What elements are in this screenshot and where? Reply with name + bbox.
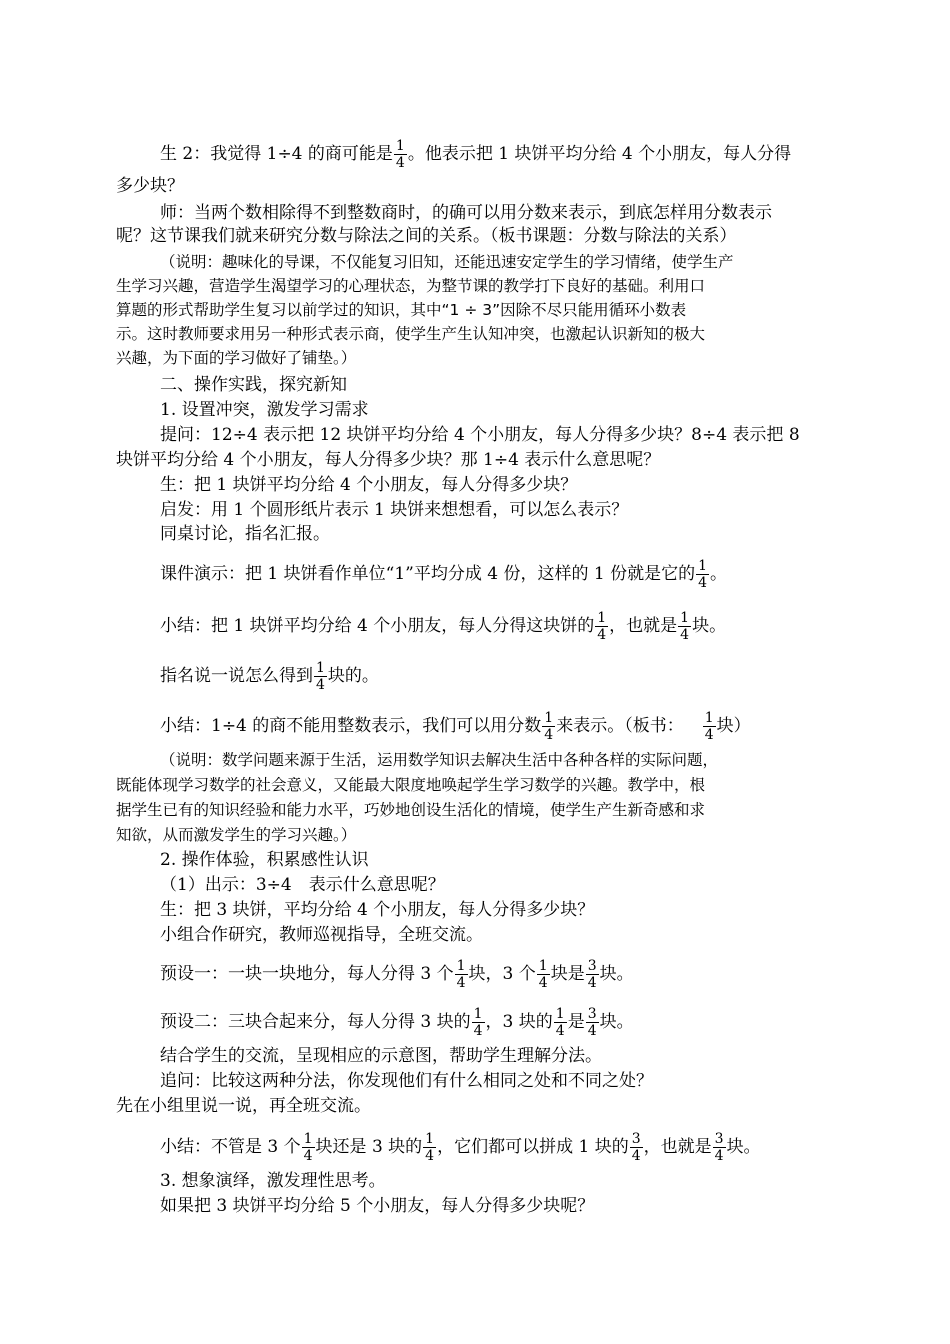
fraction-one-quarter: $\frac{1}{4}$ xyxy=(316,660,325,693)
fraction-three-quarters: $\frac{3}{4}$ xyxy=(587,1006,597,1039)
paragraph-line: 小结：不管是 3 个 $\frac{1}{4}$ 块还是 3 块的 $\frac{1}{4}$ ，它们都可以拼成 1 块的 $\frac{3}{4}$ ，也就是 $\frac{3}{4}$ 块。 xyxy=(160,1131,761,1164)
paragraph-line: 生 2：我觉得 1÷4 的商可能是 $\frac{1}{4}$ 。他表示把 1 块饼平均分给 4 个小朋友，每人分得 xyxy=(160,138,792,171)
subsection-heading: 2. 操作体验，积累感性认识 xyxy=(160,850,369,870)
paragraph-line: 小组合作研究，教师巡视指导，全班交流。 xyxy=(160,925,483,945)
fraction-one-quarter: $\frac{1}{4}$ xyxy=(395,138,405,171)
note-line: 算题的形式帮助学生复习以前学过的知识，其中“1 ÷ 3”因除不尽只能用循环小数表 xyxy=(116,301,687,319)
paragraph-line: 课件演示：把 1 块饼看作单位“1”平均分成 4 份，这样的 1 份就是它的 $\frac{1}{4}$ 。 xyxy=(160,558,727,591)
paragraph-line: （1）出示：3÷4 表示什么意思呢？ xyxy=(160,875,445,895)
subsection-heading: 1. 设置冲突，激发学习需求 xyxy=(160,400,369,420)
fraction-one-quarter: $\frac{1}{4}$ xyxy=(597,610,607,643)
note-line: 知欲，从而激发学生的学习兴趣。） xyxy=(116,826,357,844)
section-heading: 二、操作实践，探究新知 xyxy=(160,375,347,395)
fraction-one-quarter: $\frac{1}{4}$ xyxy=(303,1131,313,1164)
paragraph-line: 预设二：三块合起来分，每人分得 3 块的 $\frac{1}{4}$ ，3 块的 $\frac{1}{4}$ 是 $\frac{3}{4}$ 块。 xyxy=(160,1006,634,1039)
note-line: 据学生已有的知识经验和能力水平，巧妙地创设生活化的情境，使学生产生新奇感和求 xyxy=(116,801,706,819)
fraction-one-quarter: $\frac{1}{4}$ xyxy=(538,958,548,991)
paragraph-line: 生：把 3 块饼，平均分给 4 个小朋友，每人分得多少块？ xyxy=(160,900,595,920)
note-line: （说明：数学问题来源于生活，运用数学知识去解决生活中各种各样的实际问题， xyxy=(160,751,719,769)
fraction-one-quarter: $\frac{1}{4}$ xyxy=(544,710,554,743)
fraction-three-quarters: $\frac{3}{4}$ xyxy=(587,958,597,991)
note-line: 生学习兴趣，营造学生渴望学习的心理状态，为整节课的教学打下良好的基础。利用口 xyxy=(116,277,706,295)
paragraph-line: 同桌讨论，指名汇报。 xyxy=(160,524,330,544)
paragraph-line: 预设一：一块一块地分，每人分得 3 个 $\frac{1}{4}$ 块，3 个 $\frac{1}{4}$ 块是 $\frac{3}{4}$ 块。 xyxy=(160,958,634,991)
paragraph-line: 多少块？ xyxy=(116,176,184,196)
fraction-three-quarters: $\frac{3}{4}$ xyxy=(631,1131,641,1164)
paragraph-line: 如果把 3 块饼平均分给 5 个小朋友，每人分得多少块呢？ xyxy=(160,1196,595,1216)
note-line: 既能体现学习数学的社会意义，又能最大限度地唤起学生学习数学的兴趣。教学中，根 xyxy=(116,776,706,794)
paragraph-line: 呢？这节课我们就来研究分数与除法之间的关系。（板书课题：分数与除法的关系） xyxy=(116,226,737,246)
fraction-one-quarter: $\frac{1}{4}$ xyxy=(473,1006,483,1039)
fraction-one-quarter: $\frac{1}{4}$ xyxy=(456,958,466,991)
paragraph-line: 先在小组里说一说，再全班交流。 xyxy=(116,1096,371,1116)
paragraph-line: 启发：用 1 个圆形纸片表示 1 块饼来想想看，可以怎么表示？ xyxy=(160,500,629,520)
fraction-three-quarters: $\frac{3}{4}$ xyxy=(714,1131,724,1164)
paragraph-line: 指名说一说怎么得到 $\frac{1}{4}$ 块的。 xyxy=(160,660,379,693)
fraction-one-quarter: $\frac{1}{4}$ xyxy=(704,710,714,743)
paragraph-line: 块饼平均分给 4 个小朋友，每人分得多少块？那 1÷4 表示什么意思呢？ xyxy=(116,450,661,470)
subsection-heading: 3. 想象演绎，激发理性思考。 xyxy=(160,1171,386,1191)
fraction-one-quarter: $\frac{1}{4}$ xyxy=(555,1006,565,1039)
paragraph-line: 提问：12÷4 表示把 12 块饼平均分给 4 个小朋友，每人分得多少块？8÷4 表示把 8 xyxy=(160,425,800,445)
paragraph-line: 小结：1÷4 的商不能用整数表示，我们可以用分数 $\frac{1}{4}$ 来表示。（板书： $\frac{1}{4}$ 块） xyxy=(160,710,751,743)
paragraph-line: 师：当两个数相除得不到整数商时，的确可以用分数来表示，到底怎样用分数表示 xyxy=(160,203,772,223)
note-line: 兴趣，为下面的学习做好了铺垫。） xyxy=(116,349,357,367)
note-line: 示。这时教师要求用另一种形式表示商，使学生产生认知冲突，也激起认识新知的极大 xyxy=(116,325,706,343)
paragraph-line: 追问：比较这两种分法，你发现他们有什么相同之处和不同之处？ xyxy=(160,1071,653,1091)
fraction-one-quarter: $\frac{1}{4}$ xyxy=(680,610,690,643)
paragraph-line: 小结：把 1 块饼平均分给 4 个小朋友，每人分得这块饼的 $\frac{1}{4}$ ，也就是 $\frac{1}{4}$ 块。 xyxy=(160,610,727,643)
fraction-one-quarter: $\frac{1}{4}$ xyxy=(698,558,707,591)
fraction-one-quarter: $\frac{1}{4}$ xyxy=(425,1131,435,1164)
paragraph-line: 结合学生的交流，呈现相应的示意图，帮助学生理解分法。 xyxy=(160,1046,602,1066)
paragraph-line: 生：把 1 块饼平均分给 4 个小朋友，每人分得多少块？ xyxy=(160,475,578,495)
note-line: （说明：趣味化的导课，不仅能复习旧知，还能迅速安定学生的学习情绪，使学生产 xyxy=(160,253,734,271)
